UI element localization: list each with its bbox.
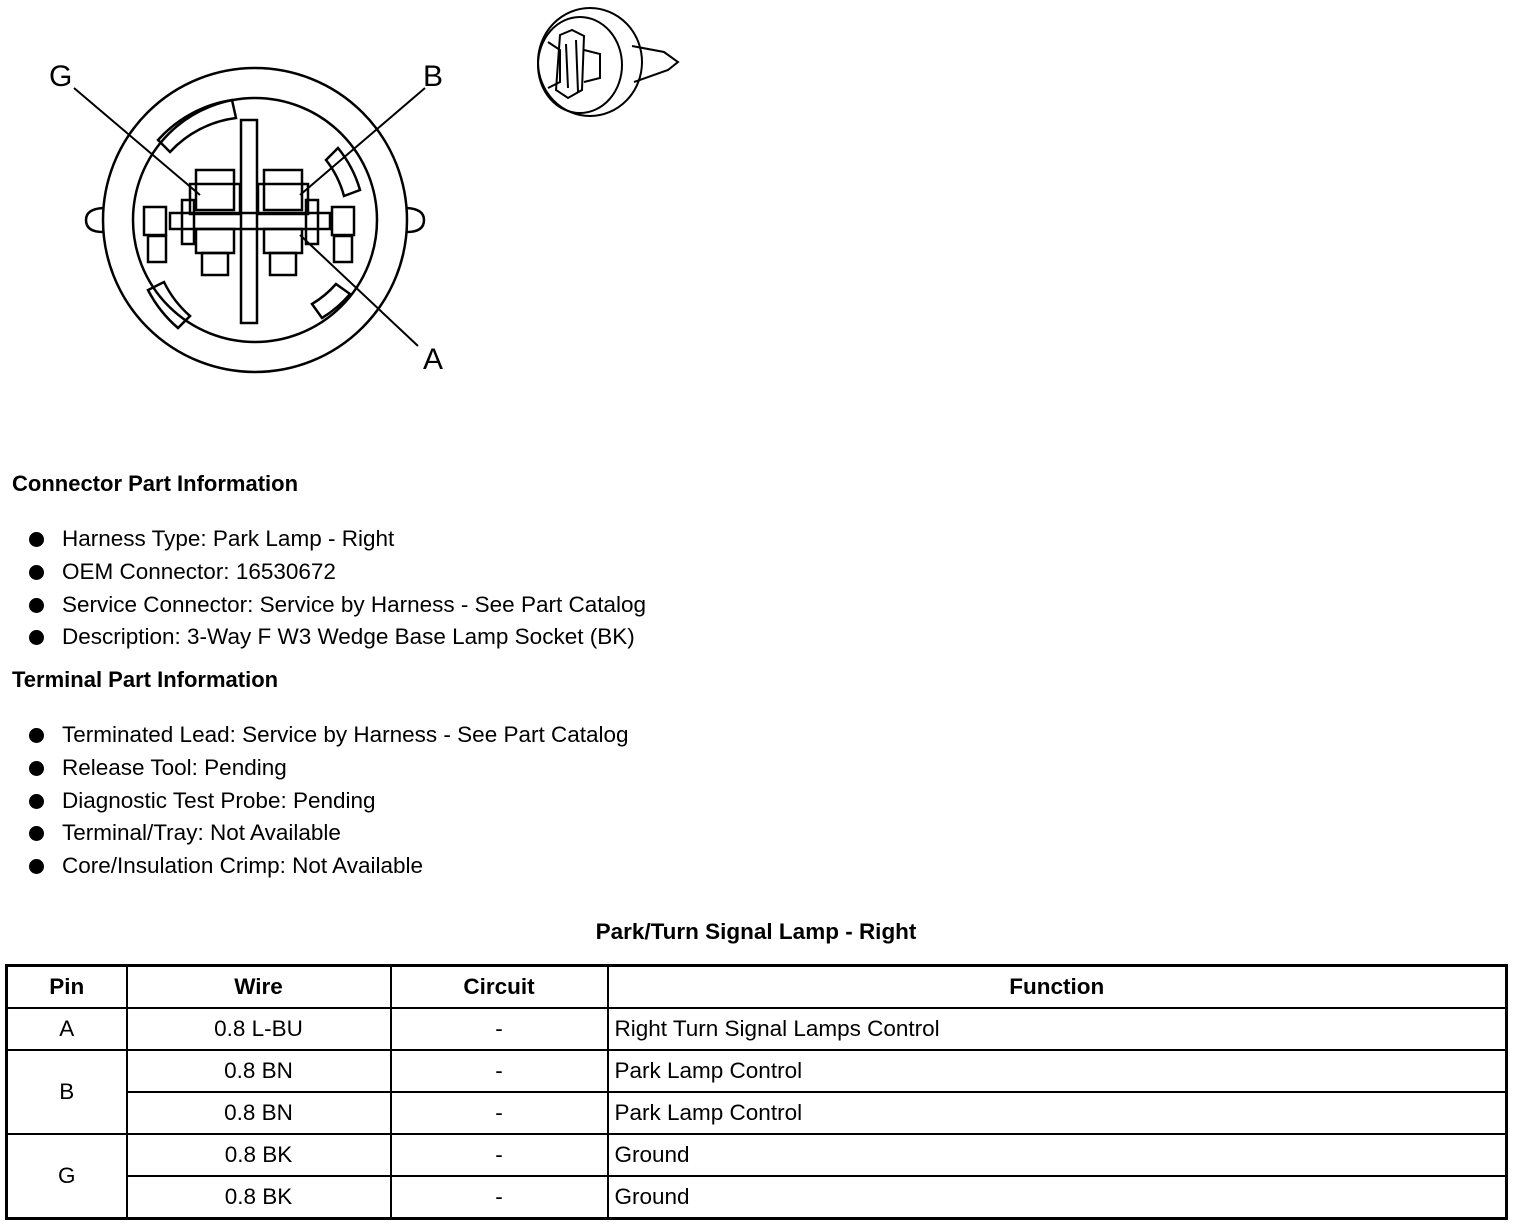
pin-table-title: Park/Turn Signal Lamp - Right: [595, 919, 917, 944]
circuit-cell: -: [391, 1176, 608, 1219]
terminal-info-list: [28, 719, 629, 883]
wire-cell: 0.8 BK: [127, 1134, 391, 1176]
list-item-text: Terminated Lead: Service by Harness - See Part Catalog: [62, 722, 629, 747]
table-header-row: [7, 966, 1507, 1009]
connector-info-title: Connector Part Information: [12, 471, 299, 496]
bullet-icon: [29, 761, 44, 776]
left-lug: [86, 208, 103, 232]
function-cell: Park Lamp Control: [608, 1092, 1507, 1134]
list-item: [28, 621, 646, 654]
bullet-icon: [29, 859, 44, 874]
list-item: [28, 850, 629, 883]
list-item-text: OEM Connector: 16530672: [62, 558, 336, 584]
header-pin: Pin: [7, 966, 127, 1009]
leader-line-b: [300, 88, 425, 195]
wire-cell: 0.8 BN: [127, 1092, 391, 1134]
bullet-icon: [29, 630, 44, 645]
list-item: [28, 817, 629, 850]
pin-cell: A: [7, 1008, 127, 1050]
table-row: [7, 1134, 1507, 1176]
header-wire: Wire: [127, 966, 391, 1009]
right-lug: [407, 208, 424, 232]
pin-cell: G: [7, 1134, 127, 1219]
function-cell: Right Turn Signal Lamps Control: [608, 1008, 1507, 1050]
terminal-info-title: Terminal Part Information: [12, 667, 279, 692]
table-row: [7, 1008, 1507, 1050]
bullet-icon: [29, 826, 44, 841]
bullet-icon: [29, 598, 44, 613]
wire-cell: 0.8 L-BU: [127, 1008, 391, 1050]
connector-face-diagram: [0, 0, 720, 400]
circuit-cell: -: [391, 1050, 608, 1092]
list-item-text: Core/Insulation Crimp: Not Available: [62, 853, 424, 879]
list-item-text: Terminal/Tray: Not Available: [62, 820, 341, 846]
pin-label-b: B: [423, 60, 444, 93]
connector-outer-ring: [103, 68, 407, 372]
table-row: [7, 1092, 1507, 1134]
connector-info-list: [28, 523, 646, 654]
bottom-right-band: [312, 284, 350, 318]
function-cell: Ground: [608, 1134, 1507, 1176]
bullet-icon: [29, 794, 44, 809]
list-item: [28, 523, 646, 556]
list-item: [28, 556, 646, 589]
table-row: [7, 1050, 1507, 1092]
bullet-icon: [29, 532, 44, 547]
wire-cell: 0.8 BN: [127, 1050, 391, 1092]
function-cell: Park Lamp Control: [608, 1050, 1507, 1092]
lamp-socket-illustration: [538, 8, 678, 116]
list-item-text: Harness Type: Park Lamp - Right: [62, 526, 395, 551]
function-cell: Ground: [608, 1176, 1507, 1219]
pin-label-a: A: [423, 343, 444, 376]
list-item: [28, 719, 629, 752]
pin-cell: B: [7, 1050, 127, 1134]
list-item: [28, 589, 646, 622]
pin-table: [5, 964, 1508, 1220]
top-band: [158, 100, 236, 152]
list-item-text: Description: 3-Way F W3 Wedge Base Lamp Socket (BK): [62, 624, 635, 650]
circuit-cell: -: [391, 1092, 608, 1134]
center-post-vertical: [241, 120, 257, 323]
circuit-cell: -: [391, 1008, 608, 1050]
bullet-icon: [29, 728, 44, 743]
table-row: [7, 1176, 1507, 1219]
circuit-cell: -: [391, 1134, 608, 1176]
list-item-text: Service Connector: Service by Harness - See Part Catalog: [62, 591, 647, 617]
wire-cell: 0.8 BK: [127, 1176, 391, 1219]
header-function: Function: [608, 966, 1507, 1009]
list-item: [28, 785, 629, 818]
header-circuit: Circuit: [391, 966, 608, 1009]
bullet-icon: [29, 565, 44, 580]
list-item-text: Diagnostic Test Probe: Pending: [62, 787, 376, 813]
list-item: [28, 752, 629, 785]
pin-label-g: G: [49, 60, 73, 93]
list-item-text: Release Tool: Pending: [62, 754, 287, 780]
right-band: [326, 148, 360, 196]
